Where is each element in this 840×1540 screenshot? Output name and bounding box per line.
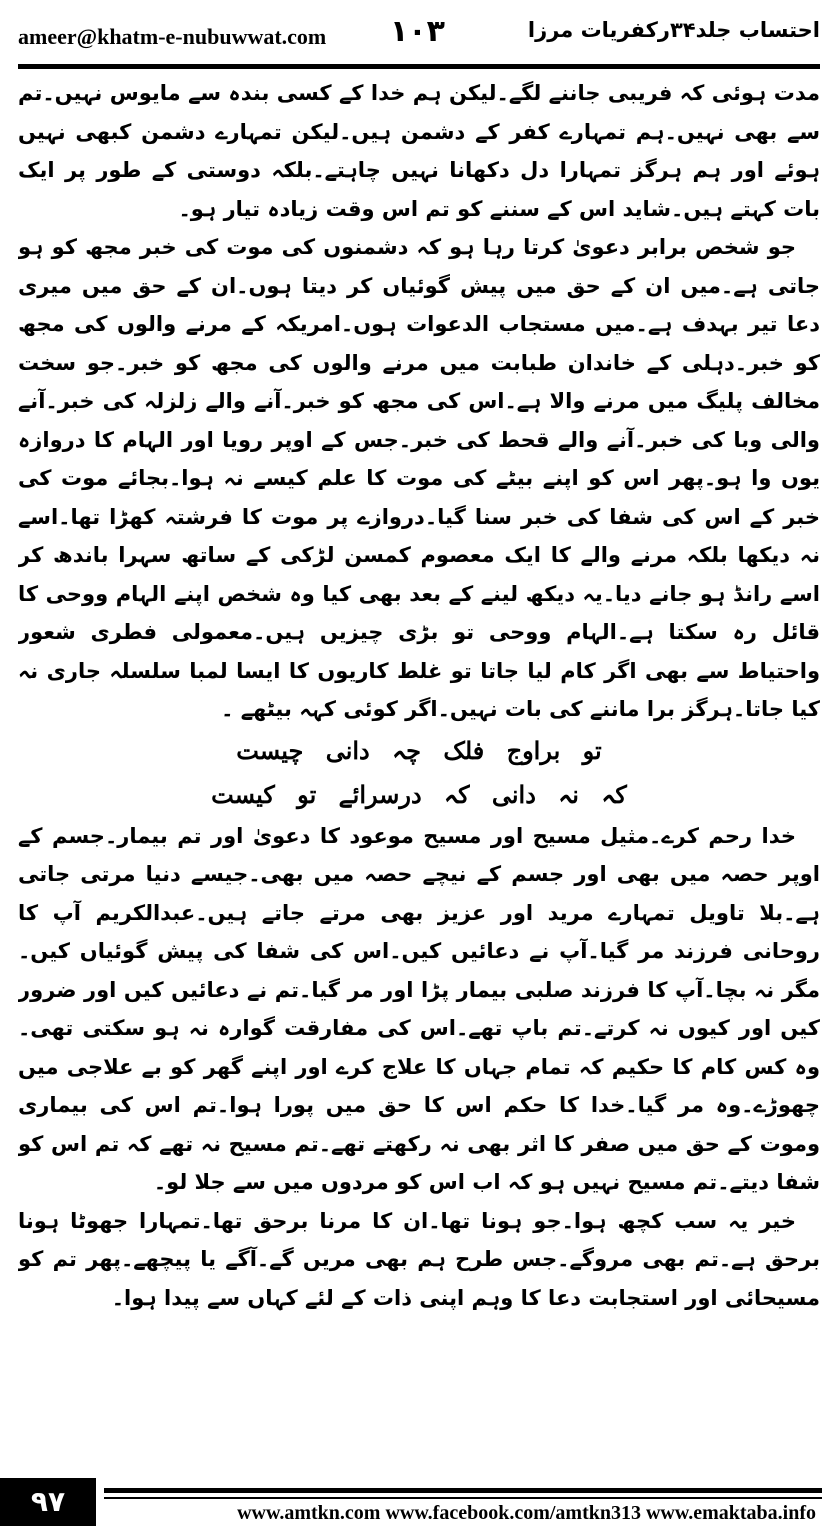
paragraph-3: خدا رحم کرے۔مثیل مسیح اور مسیح موعود کا دعویٰ اور تم بیمار۔جسم کے اوپر حصہ میں بھی اور جسم کے نیچے حصہ میں بھی۔جیسے دنیا مرتی جاتی ہے۔بلا تاویل تمہارے مرید اور عزیز بھی مرتے جاتے ہیں۔عبدالکریم آپ کا روحانی فرزند مر گیا۔آپ نے دعائیں کیں۔اس کی شفا کی پیش گوئیاں کیں۔مگر نہ بچا۔آپ کا فرزند صلبی بیمار پڑا اور مر گیا۔تم نے دعائیں کیں اور ضرور کیں اور کیوں نہ کرتے۔تم باپ تھے۔اس کی مفارقت گوارہ نہ ہو سکتی تھی۔وہ کس کام کا حکیم کہ تمام جہاں کا علاج کرے اور اپنے گھر کو بے علاجی میں چھوڑے۔وہ مر گیا۔خدا کا حکم اس کا حق میں پورا ہوا۔تم اس کی بیماری وموت کے حق میں صفر کا اثر بھی نہ رکھتے تھے۔تم مسیح نہ تھے کہ تم اس کو شفا دیتے۔تم مسیح نہیں ہو کہ اب اس کو مردوں میں سے جلا لو۔ [18, 823, 820, 1194]
header-email[interactable]: ameer@khatm-e-nubuwwat.com [18, 24, 327, 49]
header-rule [18, 64, 820, 69]
page-number: ۱۰۳ [390, 14, 445, 49]
couplet-line-1: تو براوج فلک چہ دانی چیست [236, 735, 602, 765]
paragraph-4: خیر یہ سب کچھ ہوا۔جو ہونا تھا۔ان کا مرنا برحق تھا۔تمہارا جھوٹا ہونا برحق ہے۔تم بھی مروگے۔جس طرح ہم بھی مریں گے۔آگے یا پیچھے۔پھر تم کو مسیحائی اور استجابت دعا کا وہم اپنی ذات کے لئے کہاں سے پیدا ہوا۔ [18, 1208, 820, 1310]
footer-rule-thick [104, 1488, 822, 1493]
book-title: احتساب جلد۳۴رکفریات مرزا [527, 18, 820, 42]
paragraph-1: مدت ہوئی کہ فریبی جاننے لگے۔لیکن ہم خدا کے کسی بندہ سے مایوس نہیں۔تم سے بھی نہیں۔ہم تمہارے کفر کے دشمن ہیں۔لیکن تمہارے دشمن کبھی نہیں ہوئے اور ہم ہرگز تمہارا دل دکھانا نہیں چاہتے۔بلکہ دوستی کے طور پر ایک بات کہتے ہیں۔شاید اس کے سننے کو تم اس وقت زیادہ تیار ہو۔ [18, 81, 820, 221]
page-header [18, 10, 820, 62]
persian-couplet [18, 729, 820, 817]
page-body [18, 74, 820, 1454]
footer-rule-thin [104, 1497, 822, 1499]
folio-number: ۹۷ [0, 1478, 96, 1526]
couplet-line-2: کہ نہ دانی کہ درسرائے تو کیست [211, 779, 627, 809]
paragraph-2: جو شخص برابر دعویٰ کرتا رہا ہو کہ دشمنوں کی موت کی خبر مجھ کو ہو جاتی ہے۔میں ان کے حق میں پیش گوئیاں کر دیتا ہوں۔ان کے حق میں میری دعا تیر بہدف ہے۔میں مستجاب الدعوات ہوں۔امریکہ کے مرنے والوں کی مجھ کو خبر۔دہلی کے خاندان طبابت میں مرنے والوں کی مجھ کو خبر۔جو سخت مخالف پلیگ میں مرنے والا ہے۔اس کی مجھ کو خبر۔آنے والے زلزلہ کی خبر۔آنے والی وبا کی خبر۔آنے والے قحط کی خبر۔جس کے اوپر رویا اور الہام کا دروازہ یوں وا ہو۔پھر اس کو اپنے بیٹے کی موت کا علم کیسے نہ ہوا۔بجائے موت کی خبر کے اس کی شفا کی خبر سنا گیا۔دروازے پر موت کا فرشتہ کھڑا تھا۔اسے نہ دیکھا بلکہ مرنے والے کا ایک معصوم کمسن لڑکی کے ساتھ سہرا باندھ کر اسے رانڈ ہو جانے دیا۔یہ دیکھ لینے کے بعد بھی کیا وہ شخص اپنے الہام ووحی کا قائل رہ سکتا ہے۔الہام ووحی تو بڑی چیزیں ہیں۔معمولی فطری شعور واحتیاط سے بھی اگر کام لیا جاتا تو غلط کاریوں کا ایسا لمبا سلسلہ جاری نہ کیا جاتا۔ہرگز برا ماننے کی بات نہیں۔اگر کوئی کہہ بیٹھے ۔ [18, 235, 820, 721]
footer-links[interactable]: www.amtkn.com www.facebook.com/amtkn313 www.emaktaba.info [237, 1502, 816, 1524]
page-footer [0, 1478, 840, 1540]
